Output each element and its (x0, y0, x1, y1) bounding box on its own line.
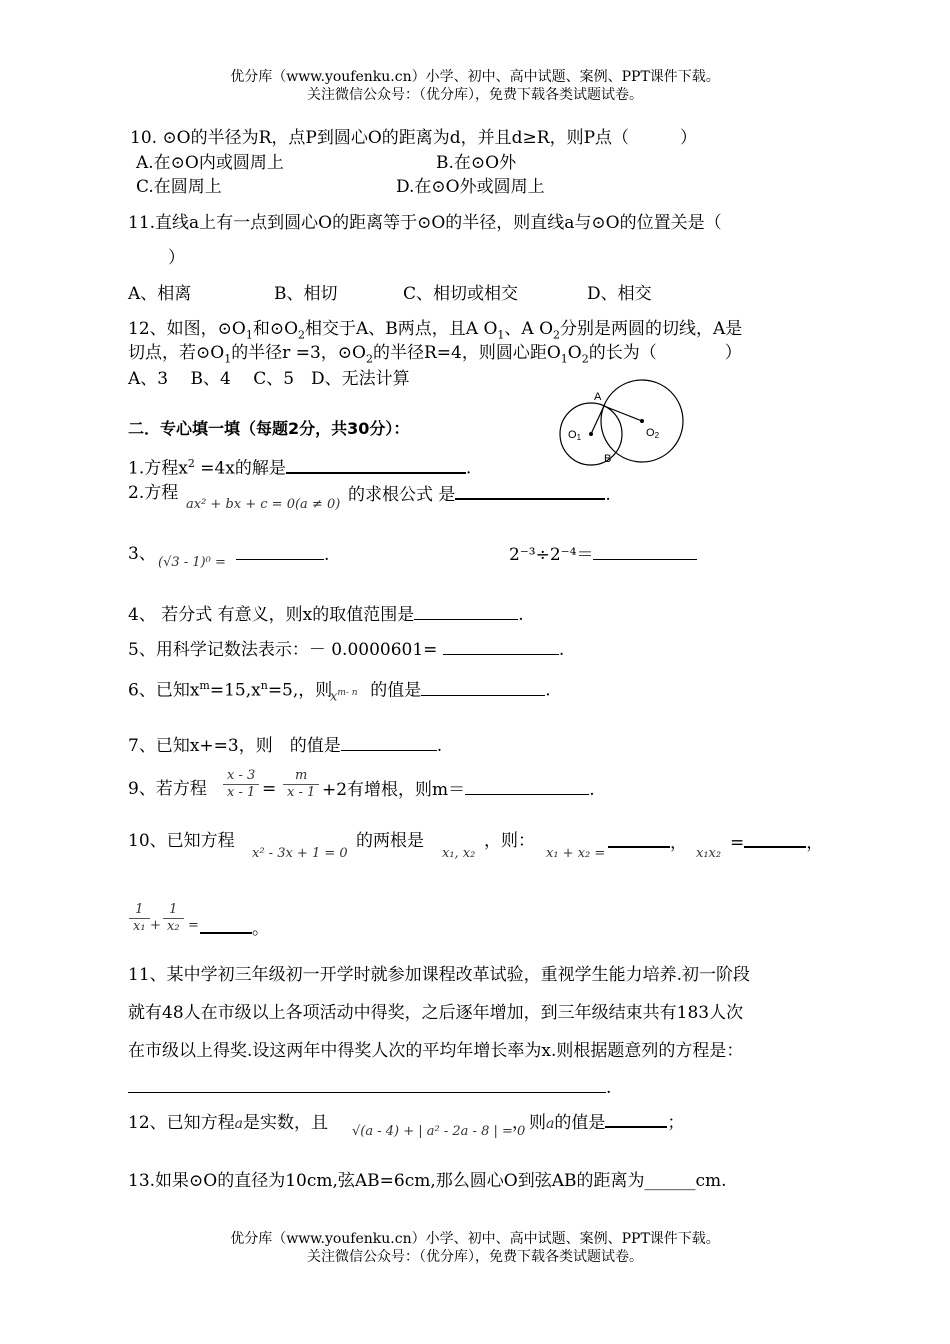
q11-option-d: D、相交 (587, 284, 652, 304)
q12-options: A、3 B、4 C、5 D、无法计算 (128, 369, 410, 389)
segment-a-o2 (604, 406, 642, 421)
q10-prod-answer-blank (744, 830, 806, 848)
header-line-1: 优分库（www.youfenku.cn）小学、初中、高中试题、案例、PPT课件下载。 (230, 69, 720, 85)
q7-answer-blank (341, 734, 437, 751)
fill-q7: 7、已知x+=3，则 的值是 . (128, 736, 443, 756)
q10-option-b: B.在⊙O外 (436, 153, 517, 173)
q9-fraction-right: $\frac{m}{x - 1}$ (283, 768, 319, 801)
fill-q10-sum: x₁ + x₂ = (546, 846, 606, 861)
fill-q3-formula: (√3 - 1)⁰ = (158, 555, 226, 570)
q9-fraction-left: $\frac{x - 3}{x - 1}$ (223, 768, 259, 801)
q10-recip-eq: = (188, 918, 199, 933)
label-b: B (604, 453, 612, 465)
q10-recip-1: $\frac{1}{\text{x₁}}$ (129, 902, 150, 935)
footer-line-1: 优分库（www.youfenku.cn）小学、初中、高中试题、案例、PPT课件下载。 (230, 1231, 720, 1247)
q10-recip-answer-blank (200, 916, 252, 934)
fill-q6: 6、已知$x^m=15,x^n=5$,，则 的值是 . (128, 679, 551, 701)
q10-option-c: C.在圆周上 (136, 177, 222, 197)
label-o1: O1 (568, 429, 582, 442)
fill-q12: 12、已知方程a是实数，且 ，则a的值是 ； (128, 1110, 684, 1135)
fill-q10-prod-blank: = ， (730, 830, 823, 854)
fill-q6-formula: $x^{m- n}$ (330, 688, 358, 705)
q12-stem-line1: 12、如图，$⊙O_1$和$⊙O_2$相交于A、B两点，且A $O_1$、A $O_2$分别是两圆的切线，A是 (128, 319, 743, 342)
fill-q10-formula: x² - 3x + 1 = 0 (252, 846, 348, 861)
fill-q3-label: 3、 (128, 544, 156, 564)
q12-answer-blank (605, 1110, 667, 1128)
q11-option-c: C、相切或相交 (403, 284, 519, 304)
center-o1-dot (589, 432, 593, 436)
fill-q11-line3: 在市级以上得奖.设这两年中得奖人次的平均年增长率为x.则根据题意列的方程是： (128, 1041, 744, 1061)
fill-q2-label: 2.方程 (128, 483, 179, 503)
q10-sum-answer-blank (608, 830, 670, 848)
q10-recip-2: $\frac{1}{\text{x₂}}$ (163, 902, 184, 935)
fill-q1: 1.方程$x^2 =4x$的解是 . (128, 457, 472, 479)
fill-q10-label: 10、已知方程 (128, 831, 235, 851)
q10-recip-plus: + (150, 918, 161, 933)
q9-answer-blank (465, 778, 589, 795)
footer-line-2: 关注微信公众号：（优分库），免费下载各类试题试卷。 (307, 1249, 643, 1265)
q11-option-a: A、相离 (128, 284, 192, 304)
label-a: A (594, 391, 602, 403)
fill-section-title: 二．专心填一填（每题2分，共30分）： (128, 419, 410, 438)
q11-stem-cont: ） (168, 248, 185, 268)
q1-answer-blank (286, 456, 466, 474)
fill-q13: 13.如果⊙O的直径为10cm,弦AB=6cm,那么圆心O到弦AB的距离为______cm. (128, 1171, 727, 1191)
fill-q10-text2: ，则： (484, 831, 535, 851)
fill-q2-formula: ax² + bx + c = 0(a ≠ 0) (186, 497, 341, 512)
q12-stem-line2: 切点，若$⊙O_1$的半径r =3，$⊙O_2$的半径R=4，则圆心距$O_1O_2$的长为（ ） (128, 343, 742, 366)
fill-q10-sum-blank: ， (608, 830, 687, 854)
fill-q11-line1: 11、某中学初三年级初一开学时就参加课程改革试验，重视学生能力培养.初一阶段 (128, 965, 751, 985)
label-o2: O2 (646, 427, 660, 440)
fill-q11-line2: 就有48人在市级以上各项活动中得奖，之后逐年增加，到三年级结束共有183人次 (128, 1003, 744, 1023)
q11-option-b: B、相切 (274, 284, 338, 304)
q10-option-d: D.在⊙O外或圆周上 (396, 177, 545, 197)
fill-q10-roots: x₁, x₂ (442, 846, 476, 861)
two-circles-diagram (552, 376, 692, 468)
fill-q3-power: 2⁻³÷2⁻⁴＝ (509, 543, 697, 566)
fill-q11-blank: . (128, 1076, 611, 1099)
q3-answer-blank (236, 543, 324, 560)
fill-q4: 4、 若分式 有意义，则x的取值范围是 . (128, 605, 524, 625)
fill-q3-blank-wrap: . (236, 543, 329, 566)
fill-q9-text: +2有增根，则m＝ . (322, 780, 595, 800)
q11-stem: 11.直线a上有一点到圆心O的距离等于⊙O的半径，则直线a与⊙O的位置关是（ (128, 213, 722, 233)
q2-answer-blank (455, 482, 605, 500)
q5-answer-blank (443, 638, 559, 655)
fill-q2-text: 的求根公式 是 . (348, 482, 611, 506)
fill-q10-text1: 的两根是 (356, 831, 424, 851)
fill-q12-formula: √(a - 4) + | a² - 2a - 8 | = 0 (352, 1124, 526, 1139)
q4-answer-blank (414, 603, 518, 620)
center-o2-dot (640, 419, 644, 423)
q10-stem: 10. ⊙O的半径为R，点P到圆心O的距离为d，并且d≥R，则P点（ ） (130, 128, 698, 148)
q9-equals: = (262, 779, 277, 799)
fill-q9-label: 9、若方程 (128, 779, 207, 799)
header-line-2: 关注微信公众号：（优分库），免费下载各类试题试卷。 (307, 87, 643, 103)
q10-option-a: A.在⊙O内或圆周上 (136, 153, 284, 173)
q3b-answer-blank (593, 543, 697, 560)
q6-answer-blank (421, 679, 545, 696)
fill-q5: 5、用科学记数法表示：－ 0.0000601= . (128, 640, 565, 660)
fill-q10-recip-blank: 。 (200, 916, 269, 940)
q11-answer-blank (128, 1076, 606, 1093)
fill-q10-prod: x₁x₂ (696, 846, 722, 861)
